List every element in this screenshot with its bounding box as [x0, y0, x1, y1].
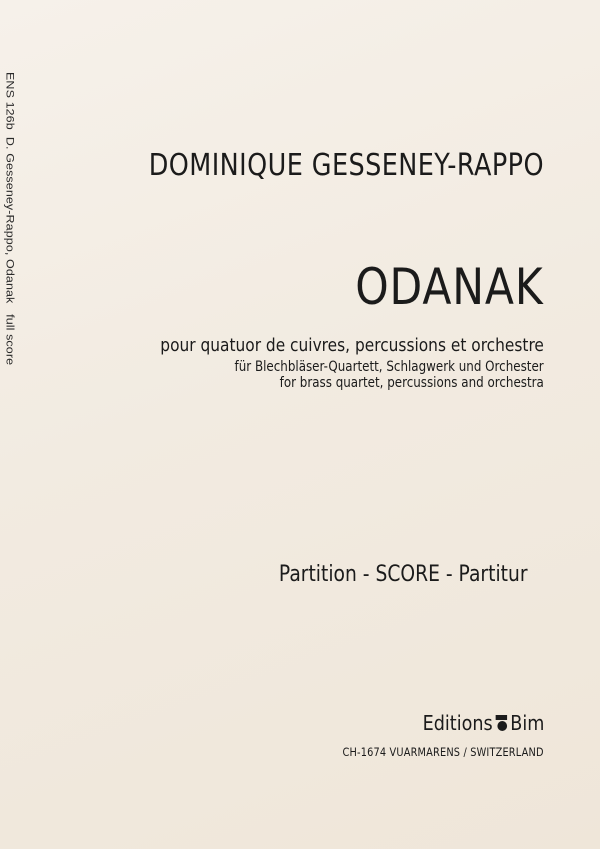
composer-name: DOMINIQUE GESSENEY-RAPPO — [148, 148, 544, 183]
spine-text: ENS 126b D. Gesseney-Rappo, Odanak full score — [3, 72, 17, 366]
subtitle-german: für Blechbläser-Quartett, Schlagwerk und Orchester — [234, 359, 544, 375]
publisher-name-editions: Editions — [422, 711, 493, 735]
subtitle-english: for brass quartet, percussions and orchestra — [279, 375, 544, 391]
work-title: ODANAK — [355, 258, 544, 316]
publisher-logo — [422, 711, 544, 735]
subtitle-french: pour quatuor de cuivres, percussions et orchestre — [160, 336, 544, 356]
bim-note-logo-icon — [494, 714, 508, 732]
publisher-address: CH-1674 VUARMARENS / SWITZERLAND — [342, 745, 544, 759]
publisher-name-bim: Bim — [509, 711, 544, 735]
edition-type: Partition - SCORE - Partitur — [279, 562, 528, 587]
